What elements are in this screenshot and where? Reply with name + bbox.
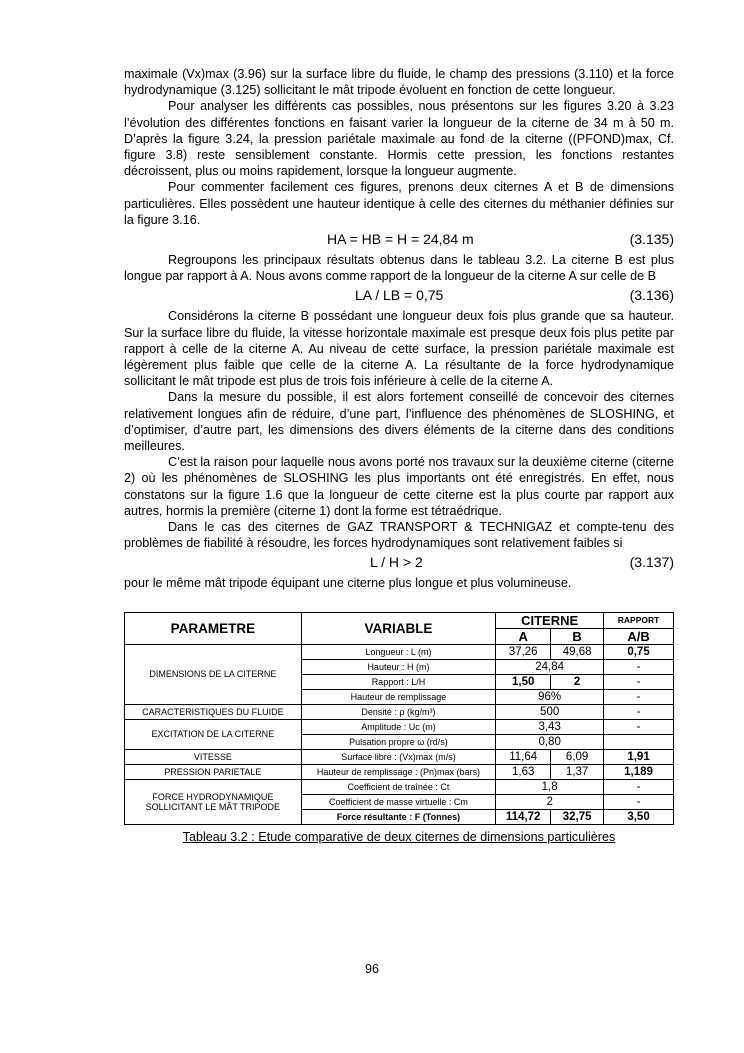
header-ab: A/B <box>604 628 674 644</box>
equation-formula: LA / LB = 0,75 <box>355 287 444 304</box>
group-dimensions: DIMENSIONS DE LA CITERNE <box>125 644 302 704</box>
value-ratio: - <box>604 779 674 794</box>
header-rapport: RAPPORT <box>604 612 674 628</box>
table-row <box>125 764 674 779</box>
paragraph-7: C’est la raison pour laquelle nous avons porté nos travaux sur la deuxième citerne (citerne 2) où les phénomènes de SLOSHING les plus importants ont été enregistrés. En effet, nous constatons sur la figure 1.6 que la longueur de cette citerne est la plus courte par rapport aux autres, hormis la première (citerne 1) dont la forme est tétraédrique. <box>124 455 674 518</box>
header-parametre: PARAMETRE <box>125 612 302 644</box>
table-row <box>125 704 674 719</box>
equation-formula: HA = HB = H = 24,84 m <box>327 231 474 248</box>
value-ratio: - <box>604 689 674 704</box>
variable-cell: Hauteur de remplissage : (Pn)max (bars) <box>301 764 496 779</box>
paragraph-9: pour le même mât tripode équipant une citerne plus longue et plus volumineuse. <box>124 576 572 591</box>
value-b: 1,37 <box>551 764 604 779</box>
value-b: 32,75 <box>551 809 604 824</box>
group-excitation: EXCITATION DE LA CITERNE <box>125 719 302 749</box>
equation-number: (3.136) <box>629 287 674 304</box>
header-variable: VARIABLE <box>301 612 496 644</box>
value-ab: 96% <box>496 689 604 704</box>
value-ab: 500 <box>496 704 604 719</box>
value-ratio: 1,91 <box>604 749 674 764</box>
variable-cell: Amplitude : Uc (m) <box>301 719 496 734</box>
paragraph-1: maximale (Vx)max (3.96) sur la surface libre du fluide, le champ des pressions (3.110) et la force hydrodynamique (3.125) sollicitant le mât tripode évoluent en fonction de cette longueur. <box>124 67 674 98</box>
value-ab: 1,8 <box>496 779 604 794</box>
paragraph-3: Pour commenter facilement ces figures, prenons deux citernes A et B de dimensions particulières. Elles possèdent une hauteur identique à celle des citernes du méthanier définies sur la figure 3.16. <box>124 180 674 227</box>
value-b: 49,68 <box>551 644 604 659</box>
value-ratio <box>604 734 674 749</box>
value-ab: 24,84 <box>496 659 604 674</box>
paragraph-6: Dans la mesure du possible, il est alors fortement conseillé de concevoir des citernes relativement longues afin de réduire, d’une part, l’influence des phénomènes de SLOSHING, et d’optimiser, d’autre part, les dimensions des divers éléments de la citerne dans des conditions meilleures. <box>124 390 674 454</box>
paragraph-2: Pour analyser les différents cas possibles, nous présentons sur les figures 3.20 à 3.23 l’évolution des différentes fonctions en faisant varier la longueur de la citerne de 34 m à 50 m. D’après la figure 3.24, la pression pariétale maximale au fond de la citerne ((PFOND)max, Cf. figure 3.8) reste sensiblement constante. Hormis cette pression, les fonctions restantes décroissent, plus ou moins rapidement, lorsque la longueur augmente. <box>124 99 674 179</box>
table-caption: Tableau 3.2 : Etude comparative de deux citernes de dimensions particulières <box>182 829 616 844</box>
header-a: A <box>496 628 551 644</box>
value-a: 114,72 <box>496 809 551 824</box>
table-row <box>125 749 674 764</box>
value-a: 37,26 <box>496 644 551 659</box>
value-a: 1,63 <box>496 764 551 779</box>
value-b: 2 <box>551 674 604 689</box>
group-vitesse: VITESSE <box>125 749 302 764</box>
table-row <box>125 719 674 734</box>
variable-cell: Hauteur de remplissage <box>301 689 496 704</box>
value-a: 11,64 <box>496 749 551 764</box>
value-ratio: - <box>604 794 674 809</box>
paragraph-8: Dans le cas des citernes de GAZ TRANSPORT & TECHNIGAZ et compte-tenu des problèmes de fiabilité à résoudre, les forces hydrodynamiques sont relativement faibles si <box>124 520 674 551</box>
page-number: 96 <box>364 962 379 976</box>
variable-cell: Pulsation propre ω (rd/s) <box>301 734 496 749</box>
group-force: FORCE HYDRODYNAMIQUE SOLLICITANT LE MÂT TRIPODE <box>125 779 302 824</box>
value-ratio: - <box>604 704 674 719</box>
value-ratio: - <box>604 719 674 734</box>
header-b: B <box>551 628 604 644</box>
header-citerne: CITERNE <box>496 612 604 628</box>
equation-3-135 <box>124 228 674 250</box>
value-ab: 3,43 <box>496 719 604 734</box>
equation-number: (3.137) <box>629 554 674 571</box>
variable-cell: Coefficient de masse virtuelle : Cm <box>301 794 496 809</box>
equation-3-136 <box>124 284 674 306</box>
value-ab: 0,80 <box>496 734 604 749</box>
variable-cell: Force résultante : F (Tonnes) <box>301 809 496 824</box>
paragraph-4: Regroupons les principaux résultats obtenus dans le tableau 3.2. La citerne B est plus longue par rapport à A. Nous avons comme rapport de la longueur de la citerne A sur celle de B <box>124 253 674 284</box>
value-ratio: - <box>604 674 674 689</box>
value-a: 1,50 <box>496 674 551 689</box>
table-row <box>125 644 674 659</box>
value-b: 6,09 <box>551 749 604 764</box>
variable-cell: Surface libre : (Vx)max (m/s) <box>301 749 496 764</box>
variable-cell: Longueur : L (m) <box>301 644 496 659</box>
value-ratio: 3,50 <box>604 809 674 824</box>
comparison-table <box>124 612 674 825</box>
value-ratio: 1,189 <box>604 764 674 779</box>
paragraph-5: Considérons la citerne B possédant une longueur deux fois plus grande que sa hauteur. Sur la surface libre du fluide, la vitesse horizontale maximale est presque deux fois plus petite par rapport à celle de la citerne A. Au niveau de cette surface, la pression pariétale maximale est légèrement plus faible que celle de la citerne A. La résultante de la force hydrodynamique sollicitant le mât tripode est plus de trois fois inférieure à celle de la citerne A. <box>124 309 674 389</box>
equation-3-137 <box>124 551 674 573</box>
value-ratio: - <box>604 659 674 674</box>
value-ratio: 0,75 <box>604 644 674 659</box>
variable-cell: Coefficient de traînée : Ct <box>301 779 496 794</box>
table-row <box>125 779 674 794</box>
variable-cell: Densité : ρ (kg/m³) <box>301 704 496 719</box>
variable-cell: Hauteur : H (m) <box>301 659 496 674</box>
page-body <box>124 66 674 844</box>
value-ab: 2 <box>496 794 604 809</box>
variable-cell: Rapport : L/H <box>301 674 496 689</box>
group-fluide: CARACTERISTIQUES DU FLUIDE <box>125 704 302 719</box>
equation-formula: L / H > 2 <box>370 554 423 571</box>
equation-number: (3.135) <box>629 231 674 248</box>
group-pression: PRESSION PARIETALE <box>125 764 302 779</box>
